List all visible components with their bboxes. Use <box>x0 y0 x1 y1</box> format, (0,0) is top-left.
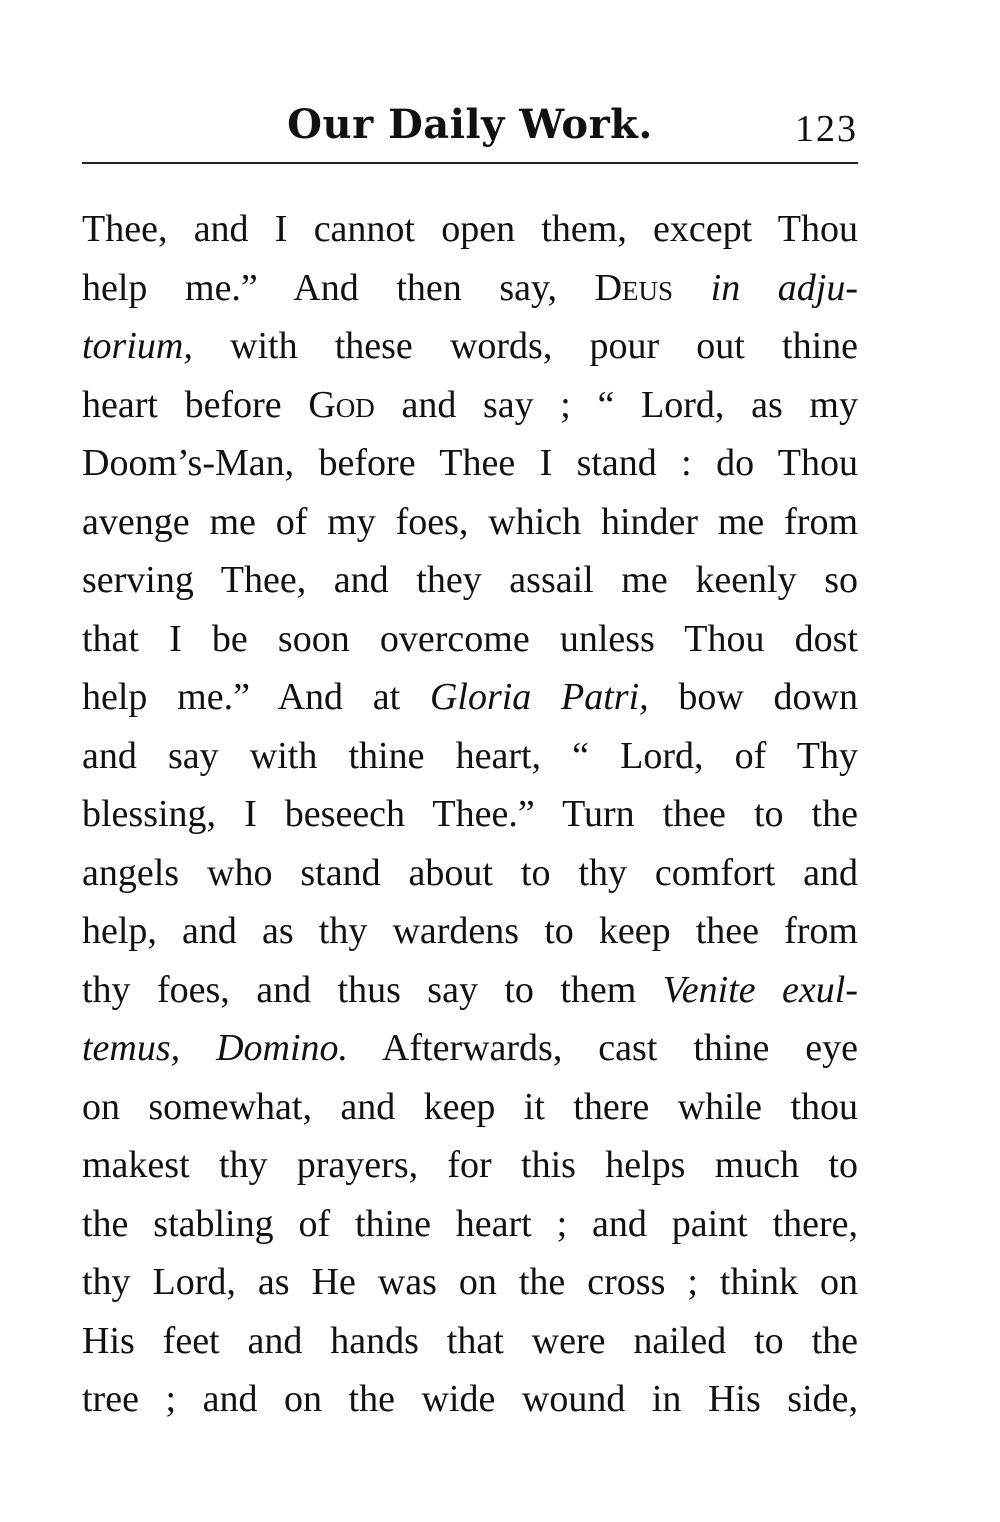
text-run: heart before <box>82 383 309 426</box>
text-line <box>82 551 858 610</box>
text-run: bow down <box>648 676 858 718</box>
text-line <box>82 434 858 493</box>
text-line <box>82 493 858 552</box>
text-line <box>82 1312 858 1371</box>
small-caps-text: Deus <box>594 266 674 309</box>
text-line <box>82 844 858 903</box>
body-text <box>82 200 858 1429</box>
text-line <box>82 785 858 844</box>
text-run: that I be soon overcome unless Thou dost <box>82 617 858 660</box>
text-run: on somewhat, and keep it there while thou <box>82 1085 858 1128</box>
text-line <box>82 1078 858 1137</box>
text-run: help me.” And then say, <box>82 266 595 309</box>
header-rule <box>82 162 858 164</box>
page-header <box>82 98 858 158</box>
text-run: help me.” And at <box>82 676 430 718</box>
text-line <box>82 727 858 786</box>
text-run: tree ; and on the wide wound in His side, <box>82 1378 858 1420</box>
italic-text: temus, Domino. <box>82 1027 349 1069</box>
text-run: blessing, I beseech Thee.” Turn thee to the <box>82 793 858 835</box>
text-run: with these words, pour out thine <box>192 325 858 367</box>
italic-text: Venite exul- <box>662 968 858 1011</box>
text-line <box>82 1370 858 1429</box>
text-run: thy Lord, as He was on the cross ; think on <box>82 1261 858 1303</box>
text-line <box>82 1253 858 1312</box>
text-line <box>82 961 858 1020</box>
text-run <box>673 267 711 309</box>
text-line <box>82 610 858 669</box>
page-number: 123 <box>795 108 858 150</box>
text-run: makest thy prayers, for this helps much to <box>82 1144 858 1186</box>
italic-text: Gloria Patri, <box>429 676 649 718</box>
italic-text: in adju- <box>710 266 859 309</box>
text-run: avenge me of my foes, which hinder me from <box>82 500 858 543</box>
text-run: Doom’s-Man, before Thee I stand : do Thou <box>82 442 858 484</box>
text-run: Thee, and I cannot open them, except Thou <box>82 208 858 250</box>
text-run: serving Thee, and they assail me keenly so <box>82 559 858 601</box>
text-line <box>82 668 858 727</box>
small-caps-text: God <box>308 383 375 426</box>
text-run: and say with thine heart, “ Lord, of Thy <box>82 734 858 777</box>
text-line <box>82 1019 858 1078</box>
text-line <box>82 376 858 435</box>
text-line <box>82 200 858 259</box>
text-line <box>82 1136 858 1195</box>
text-run: His feet and hands that were nailed to the <box>82 1319 858 1362</box>
italic-text: torium, <box>82 325 193 367</box>
text-run: the stabling of thine heart ; and paint there, <box>82 1202 858 1245</box>
text-line <box>82 317 858 376</box>
text-line <box>82 259 858 318</box>
text-run: angels who stand about to thy comfort and <box>82 851 858 894</box>
text-run: Afterwards, cast thine eye <box>348 1027 858 1069</box>
text-line <box>82 1195 858 1254</box>
text-line <box>82 902 858 961</box>
running-title: Our Daily Work. <box>287 101 653 148</box>
text-run: and say ; “ Lord, as my <box>374 383 858 426</box>
text-run: help, and as thy wardens to keep thee from <box>82 910 858 952</box>
text-run: thy foes, and thus say to them <box>82 968 663 1011</box>
